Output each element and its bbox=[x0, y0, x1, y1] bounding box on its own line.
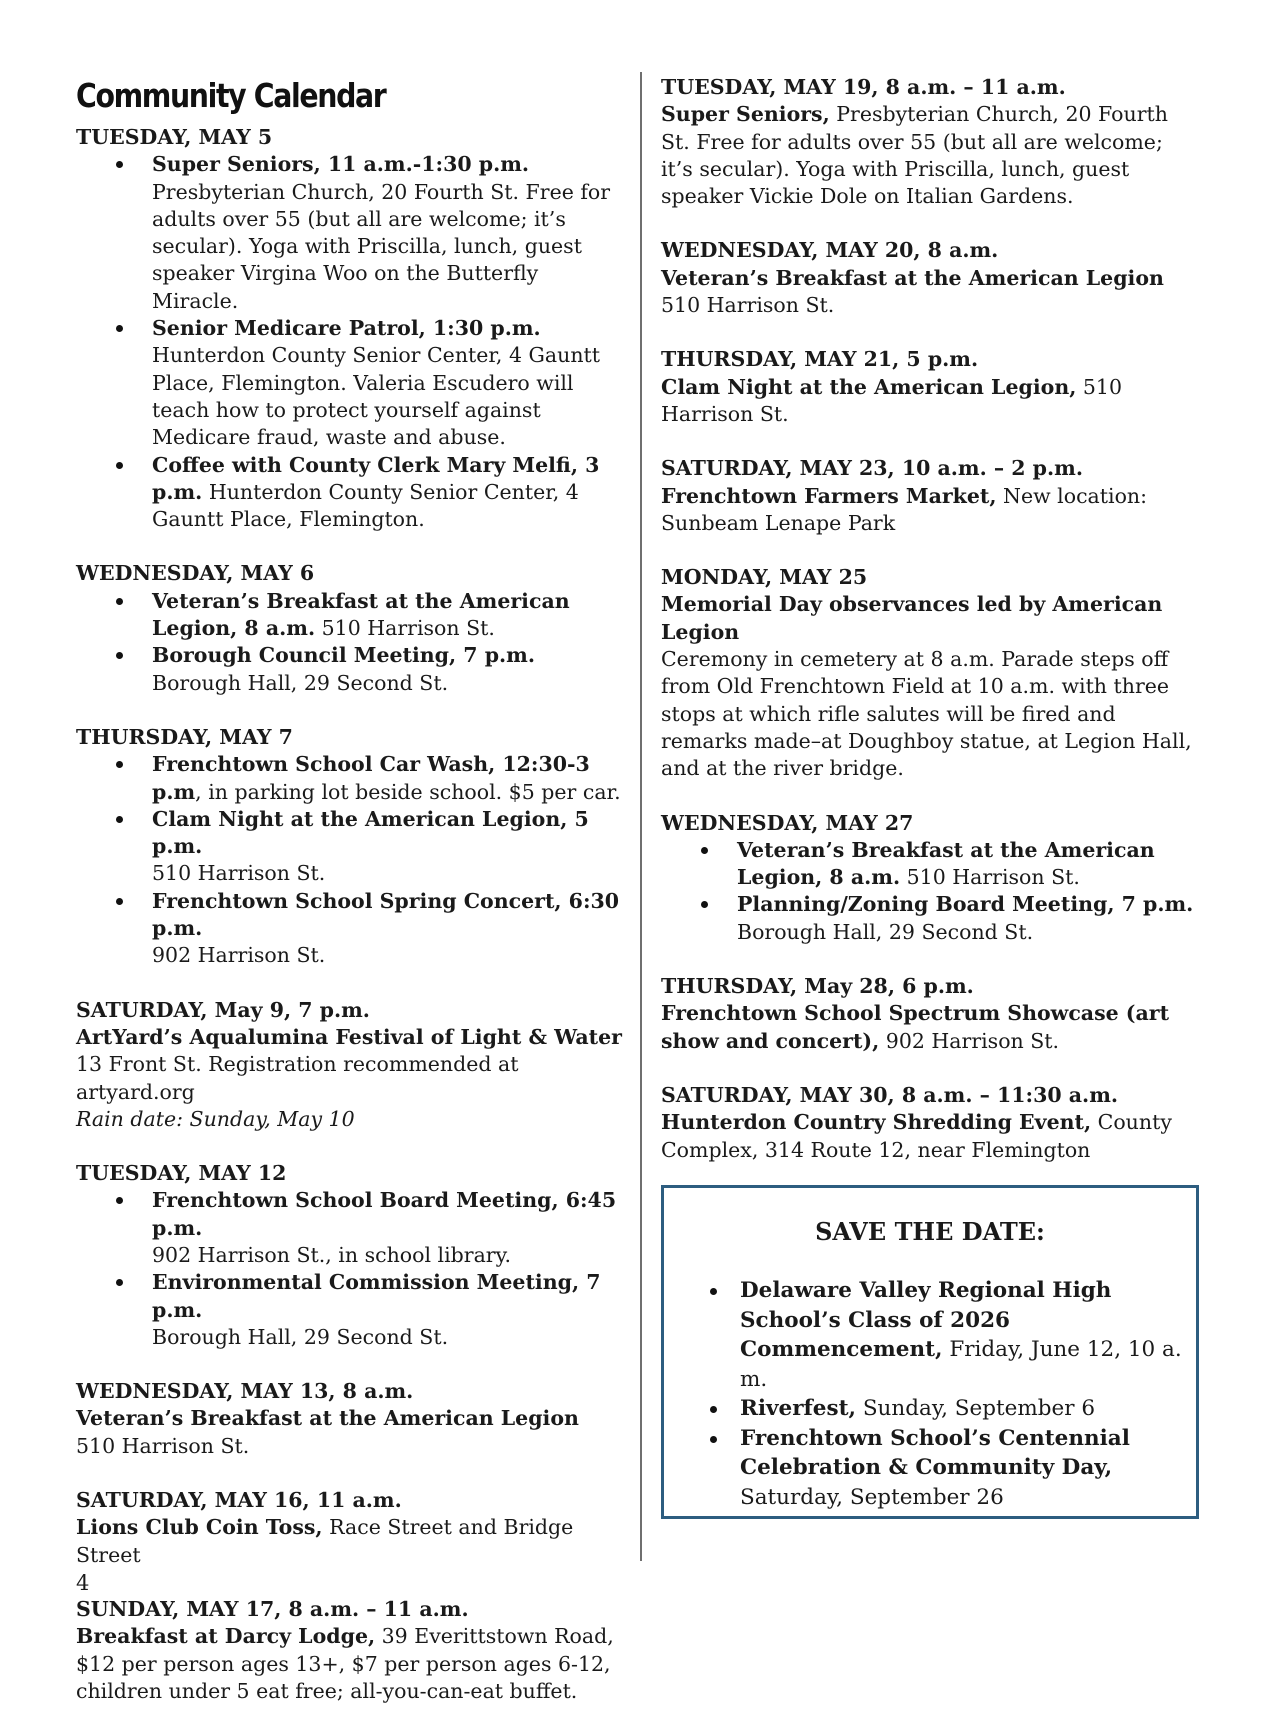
event-name: Breakfast at Darcy Lodge, bbox=[76, 1624, 376, 1649]
event-name: ArtYard’s Aqualumina Festival of Light & Water bbox=[76, 1024, 622, 1049]
event-name: Environmental Commission Meeting, 7 p.m. bbox=[152, 1270, 601, 1322]
event-detail: Hunterdon County Senior Center, 4 Gauntt Place, Flemington. bbox=[152, 479, 579, 532]
event-detail: , in parking lot beside school. $5 per car. bbox=[195, 779, 621, 804]
day-heading: TUESDAY, MAY 5 bbox=[76, 125, 273, 149]
list-item bbox=[76, 1269, 624, 1351]
event-detail: Hunterdon County Senior Center, 4 Gauntt Place, Flemington. Valeria Escudero will teach how to protect yourself against Medicare fraud, waste and abuse. bbox=[152, 343, 601, 450]
event-detail: Ceremony in cemetery at 8 a.m. Parade steps off from Old Frenchtown Field at 10 a.m. with three stops at which rifle salutes will be fired and remarks made–at Doughboy statue, at Legion Hall, and at the river bridge. bbox=[661, 647, 1192, 781]
event-name: Memorial Day observances led by American Legion bbox=[661, 592, 1163, 644]
day-heading: THURSDAY, May 28, 6 p.m. bbox=[661, 974, 974, 999]
day-heading: SATURDAY, May 9, 7 p.m. bbox=[76, 997, 370, 1022]
column-divider bbox=[640, 72, 642, 1561]
event-detail: 510 Harrison St. bbox=[661, 374, 1123, 426]
event-list bbox=[76, 1187, 624, 1351]
event-name: Borough Council Meeting, 7 p.m. bbox=[152, 643, 535, 668]
event-detail: New location: Sunbeam Lenape Park bbox=[661, 483, 1148, 535]
event-detail: 510 Harrison St. bbox=[900, 865, 1080, 890]
event-name: Super Seniors, 11 a.m.-1:30 p.m. bbox=[152, 152, 530, 177]
event-detail: 902 Harrison St. bbox=[152, 943, 326, 968]
event-day-may-20 bbox=[661, 237, 1201, 319]
event-day-may-27 bbox=[661, 810, 1201, 946]
day-heading: SATURDAY, MAY 16, 11 a.m. bbox=[76, 1488, 402, 1513]
event-name: Super Seniors, bbox=[661, 102, 830, 127]
right-column bbox=[661, 74, 1201, 1191]
event-day-may-5 bbox=[76, 124, 624, 533]
event-detail: 510 Harrison St. bbox=[315, 616, 495, 641]
event-detail: County Complex, 314 Route 12, near Flemington bbox=[661, 1110, 1172, 1162]
event-name: Veteran’s Breakfast at the American Legion, 8 a.m. bbox=[152, 588, 570, 641]
day-heading: SATURDAY, MAY 23, 10 a.m. – 2 p.m. bbox=[661, 456, 1083, 481]
event-name: Clam Night at the American Legion, bbox=[661, 374, 1077, 399]
event-name: Frenchtown School Spring Concert, 6:30 p.m. bbox=[152, 888, 620, 941]
list-item bbox=[76, 151, 624, 315]
event-day-may-12 bbox=[76, 1160, 624, 1351]
event-detail: 902 Harrison St. bbox=[879, 1028, 1060, 1053]
event-name: Veteran’s Breakfast at the American Legion bbox=[661, 265, 1164, 290]
event-day-may-30 bbox=[661, 1082, 1201, 1164]
event-day-may-28 bbox=[661, 973, 1201, 1055]
day-heading: WEDNESDAY, MAY 27 bbox=[661, 810, 914, 835]
event-name: Veteran’s Breakfast at the American Legion, 8 a.m. bbox=[737, 837, 1155, 890]
event-note: Rain date: Sunday, May 10 bbox=[76, 1106, 355, 1131]
page-title: Community Calendar bbox=[76, 76, 386, 115]
event-list bbox=[661, 837, 1201, 946]
event-detail: 902 Harrison St., in school library. bbox=[152, 1242, 511, 1267]
event-day-may-21 bbox=[661, 346, 1201, 428]
event-list bbox=[76, 588, 624, 697]
day-heading: WEDNESDAY, MAY 13, 8 a.m. bbox=[76, 1379, 414, 1404]
event-name: Frenchtown Farmers Market, bbox=[661, 483, 997, 508]
event-detail: 13 Front St. Registration recommended at artyard.org bbox=[76, 1052, 519, 1104]
event-detail: Friday, June 12, 10 a. m. bbox=[740, 1337, 1182, 1392]
event-detail: Borough Hall, 29 Second St. bbox=[152, 670, 449, 695]
save-the-date-title: SAVE THE DATE: bbox=[815, 1217, 1045, 1246]
event-day-may-23 bbox=[661, 455, 1201, 537]
day-heading: THURSDAY, MAY 7 bbox=[76, 724, 293, 749]
event-name: Senior Medicare Patrol, 1:30 p.m. bbox=[152, 316, 541, 341]
event-day-may-16 bbox=[76, 1487, 624, 1569]
event-day-may-13 bbox=[76, 1378, 624, 1460]
event-detail: Borough Hall, 29 Second St. bbox=[152, 1324, 449, 1349]
event-day-may-25 bbox=[661, 564, 1201, 782]
list-item bbox=[76, 452, 624, 534]
event-detail: 510 Harrison St. bbox=[76, 1433, 250, 1458]
event-detail: Saturday, September 26 bbox=[740, 1484, 1004, 1510]
day-heading: WEDNESDAY, MAY 6 bbox=[76, 561, 315, 586]
event-list bbox=[76, 151, 624, 533]
event-detail: 39 Everittstown Road, $12 per person ages 13+, $7 per person ages 6-12, children under 5 eat free; all-you-can-eat buffet. bbox=[76, 1624, 614, 1703]
list-item bbox=[664, 1276, 1196, 1394]
event-name: Frenchtown School’s Centennial Celebration & Community Day, bbox=[740, 1425, 1130, 1480]
left-column bbox=[76, 70, 624, 1732]
list-item bbox=[76, 1187, 624, 1269]
event-day-may-7 bbox=[76, 724, 624, 970]
day-heading: THURSDAY, MAY 21, 5 p.m. bbox=[661, 347, 979, 372]
list-item bbox=[76, 588, 624, 643]
event-day-may-9 bbox=[76, 997, 624, 1133]
event-detail: Race Street and Bridge Street bbox=[76, 1515, 574, 1567]
list-item bbox=[664, 1394, 1196, 1424]
day-heading: TUESDAY, MAY 19, 8 a.m. – 11 a.m. bbox=[661, 75, 1066, 99]
save-the-date-list bbox=[664, 1276, 1196, 1512]
event-name: Coffee with County Clerk Mary Melfi, 3 p.m. bbox=[152, 452, 600, 504]
event-detail: Borough Hall, 29 Second St. bbox=[737, 919, 1034, 944]
event-name: Hunterdon Country Shredding Event, bbox=[661, 1110, 1092, 1135]
day-heading: TUESDAY, MAY 12 bbox=[76, 1161, 287, 1186]
day-heading: WEDNESDAY, MAY 20, 8 a.m. bbox=[661, 238, 999, 263]
list-item bbox=[76, 642, 624, 697]
day-heading: MONDAY, MAY 25 bbox=[661, 565, 868, 590]
event-name: Veteran’s Breakfast at the American Legion bbox=[76, 1406, 579, 1431]
list-item bbox=[76, 315, 624, 451]
event-name: Frenchtown School Board Meeting, 6:45 p.m. bbox=[152, 1188, 617, 1240]
event-detail: Presbyterian Church, 20 Fourth St. Free for adults over 55 (but all are welcome; it’s secular). Yoga with Priscilla, lunch, guest speaker Vickie Dole on Italian Gardens. bbox=[661, 102, 1168, 209]
list-item bbox=[664, 1424, 1196, 1513]
event-detail: 510 Harrison St. bbox=[661, 293, 835, 318]
day-heading: SATURDAY, MAY 30, 8 a.m. – 11:30 a.m. bbox=[661, 1082, 1119, 1107]
event-list bbox=[76, 751, 624, 969]
event-name: Delaware Valley Regional High School’s Class of 2026 Commencement, bbox=[740, 1278, 1112, 1362]
page-number: 4 bbox=[76, 1571, 90, 1595]
list-item bbox=[76, 806, 624, 888]
event-name: Riverfest, bbox=[740, 1396, 856, 1421]
event-detail: 510 Harrison St. bbox=[152, 861, 326, 886]
event-detail: Sunday, September 6 bbox=[855, 1396, 1096, 1421]
day-heading: SUNDAY, MAY 17, 8 a.m. – 11 a.m. bbox=[76, 1596, 469, 1621]
list-item bbox=[661, 837, 1201, 892]
event-name: Frenchtown School Car Wash, 12:30-3 p.m bbox=[152, 752, 590, 804]
event-name: Planning/Zoning Board Meeting, 7 p.m. bbox=[737, 892, 1194, 917]
list-item bbox=[661, 891, 1201, 946]
list-item bbox=[76, 888, 624, 970]
list-item bbox=[76, 751, 624, 806]
event-day-may-17 bbox=[76, 1596, 624, 1705]
event-day-may-6 bbox=[76, 560, 624, 696]
event-name: Lions Club Coin Toss, bbox=[76, 1515, 323, 1540]
event-day-may-19 bbox=[661, 74, 1201, 210]
event-detail: Presbyterian Church, 20 Fourth St. Free for adults over 55 (but all are welcome; it’s secular). Yoga with Priscilla, lunch, guest speaker Virgina Woo on the Butterfly Miracle. bbox=[152, 179, 611, 313]
event-name: Frenchtown School Spectrum Showcase (art show and concert), bbox=[661, 1001, 1170, 1053]
save-the-date-box bbox=[661, 1185, 1199, 1519]
event-name: Clam Night at the American Legion, 5 p.m. bbox=[152, 806, 589, 859]
